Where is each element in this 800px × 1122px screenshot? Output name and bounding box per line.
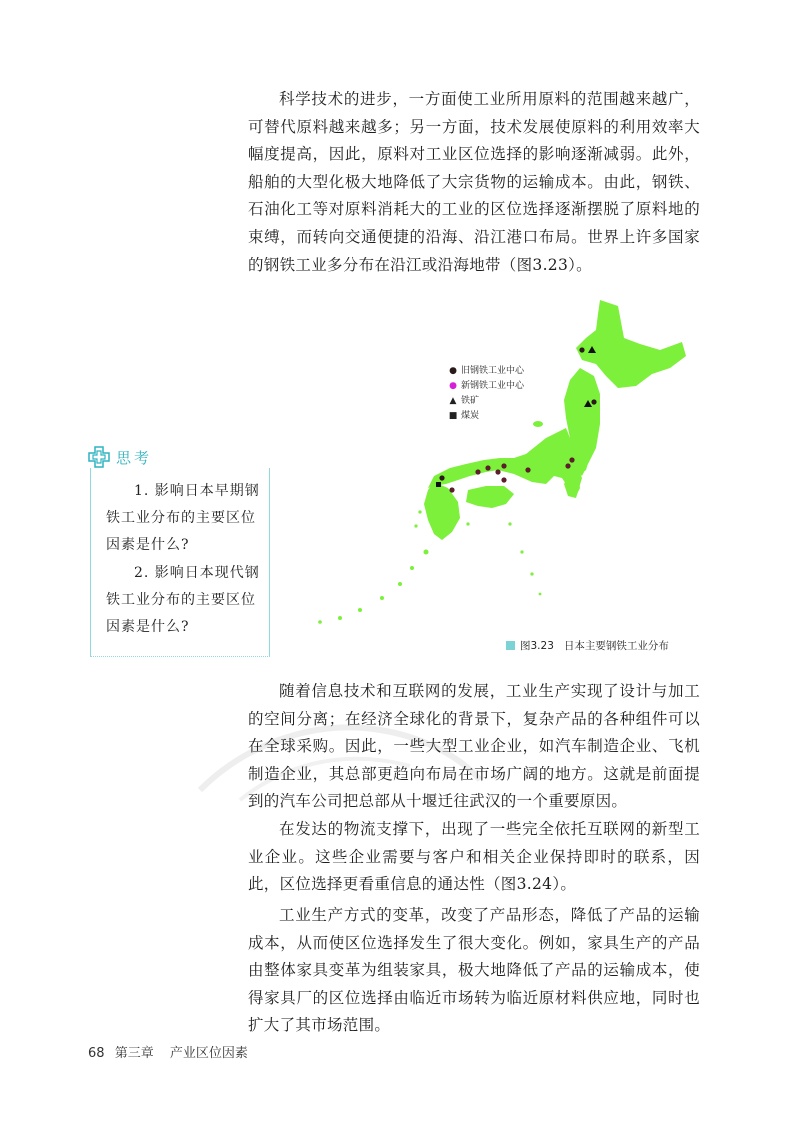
figure-caption <box>506 638 669 653</box>
legend-coal <box>448 409 524 424</box>
legend-new-center <box>448 379 524 394</box>
think-question-2: 2. 影响日本现代钢铁工业分布的主要区位因素是什么? <box>106 565 260 635</box>
think-cross-icon <box>88 446 110 468</box>
paragraph-production-change: 工业生产方式的变革，改变了产品形态，降低了产品的运输成本，从而使区位选择发生了很大变化。例如，家具生产的产品由整体家具变革为组装家具，极大地降低了产品的运输成本，使得家具厂的区位选择由临近市场转为临近原材料供应地，同时也扩大了其市场范围。 <box>248 906 700 1035</box>
map-legend <box>448 364 524 424</box>
legend-label: 新钢铁工业中心 <box>461 381 525 391</box>
think-title-text: 思考 <box>116 448 153 467</box>
japan-steel-map-figure <box>300 298 700 658</box>
japan-map <box>300 298 700 638</box>
legend-label: 煤炭 <box>461 411 480 421</box>
page-number: 68 <box>88 1046 105 1061</box>
triangle-icon: ▲ <box>449 396 457 406</box>
japan-landmass <box>318 300 686 624</box>
coal-markers <box>436 482 441 487</box>
paragraph-raw-materials: 科学技术的进步，一方面使工业所用原料的范围越来越广，可替代原料越来越多；另一方面，技术发展使原料的利用效率大幅度提高，因此，原料对工业区位选择的影响逐渐减弱。此外，船舶的大型化极大地降低了大宗货物的运输成本。由此，钢铁、石油化工等对原料消耗大的工业的区位选择逐渐摆脱了原料地的束缚，而转向交通便捷的沿海、沿江港口布局。世界上许多国家的钢铁工业多分布在沿江或沿海地带（图3.23）。 <box>248 90 700 274</box>
square-icon: ■ <box>448 411 458 421</box>
page-footer <box>88 1042 248 1061</box>
paragraph-information-tech: 随着信息技术和互联网的发展，工业生产实现了设计与加工的空间分离；在经济全球化的背景下，复杂产品的各种组件可以在全球采购。因此，一些大型工业企业，如汽车制造企业、飞机制造企业，其总部更趋向布局在市场广阔的地方。这就是前面提到的汽车公司把总部从十堰迁往武汉的一个重要原因。 <box>248 682 700 811</box>
caption-number: 图3.23 <box>520 640 554 652</box>
chapter-title: 产业区位因素 <box>169 1046 248 1061</box>
old-center-dot-icon: ● <box>449 366 457 376</box>
legend-old-center <box>448 364 524 379</box>
legend-label: 旧钢铁工业中心 <box>461 366 525 376</box>
think-box-title <box>88 446 152 468</box>
legend-label: 铁矿 <box>461 396 480 406</box>
caption-square-icon <box>506 641 515 650</box>
caption-title: 日本主要钢铁工业分布 <box>563 640 669 652</box>
new-center-dot-icon: ● <box>449 381 457 391</box>
chapter-label: 第三章 <box>114 1046 154 1061</box>
legend-iron-ore <box>448 394 524 409</box>
think-question-1: 1. 影响日本早期钢铁工业分布的主要区位因素是什么? <box>106 483 260 553</box>
paragraph-logistics: 在发达的物流支撑下，出现了一些完全依托互联网的新型工业企业。这些企业需要与客户和相关企业保持即时的联系，因此，区位选择更看重信息的通达性（图3.24）。 <box>248 820 700 894</box>
